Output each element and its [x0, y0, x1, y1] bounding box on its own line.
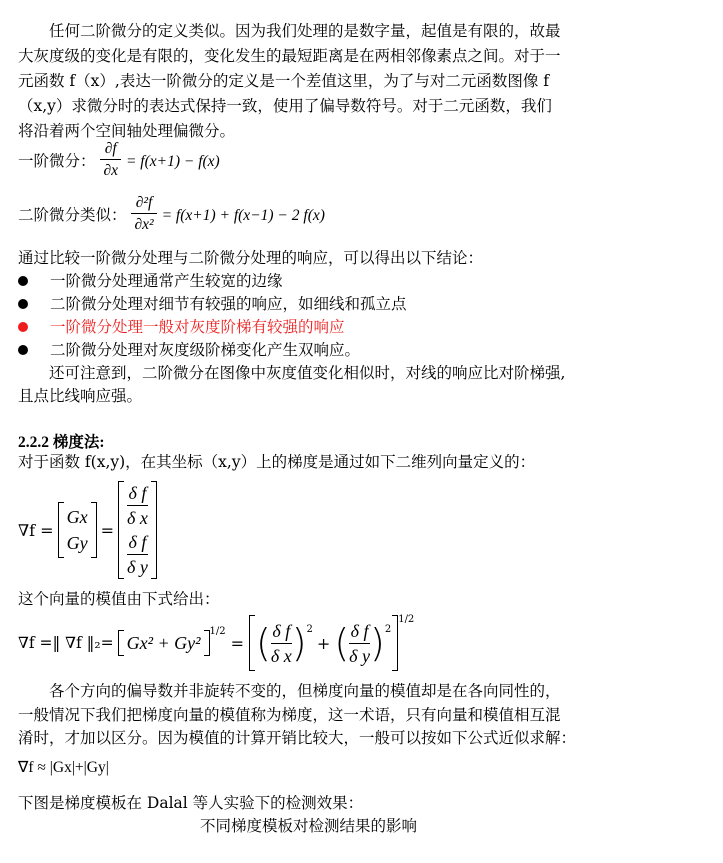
eq1-rhs: = f(x+1) − f(x) [125, 153, 220, 170]
para1-line3: 元函数 f（x）,表达一阶微分的定义是一个差值这里，为了与对二元函数图像 f [18, 72, 549, 90]
para2-line1: 各个方向的偏导数并非旋转不变的，但梯度向量的模值却是在各向同性的， [49, 682, 561, 700]
para1-line5: 将沿着两个空间轴处理偏微分。 [18, 122, 236, 140]
bullet-item: 一阶微分处理通常产生较宽的边缘 [50, 272, 283, 290]
bullet-dot [18, 276, 28, 286]
left-paren: ( [334, 621, 350, 665]
magnitude-partials-bracket [249, 615, 398, 671]
gradient-equals: = [100, 520, 114, 540]
first-derivative-equation [18, 138, 220, 185]
magnitude-inner: Gx² + Gy² [126, 633, 201, 653]
eq2-denominator: ∂x² [134, 215, 154, 233]
partial-x-numerator: δ f [127, 481, 148, 506]
gy-cell: Gy [66, 533, 88, 553]
eq1-numerator: ∂f [100, 139, 121, 160]
square-exponent: 2 [384, 623, 392, 635]
magnitude-equals: = [230, 633, 245, 653]
second-derivative-equation [18, 192, 325, 239]
eq2-fraction [131, 193, 156, 236]
mag-partial-x-den: δ x [270, 645, 292, 666]
gradient-component-vector [58, 502, 97, 558]
gx-cell: Gx [66, 507, 88, 527]
para1-line2: 大灰度级的变化是有限的，变化发生的最短距离是在两相邻像素点之间。对于一 [18, 47, 561, 65]
bullet-dot [18, 345, 28, 355]
para2-line2: 一般情况下我们把梯度向量的模值称为梯度，这一术语，只有向量和模值相互混 [18, 706, 561, 724]
dalal-intro: 下图是梯度模板在 Dalal 等人实验下的检测效果： [18, 794, 364, 812]
bullet-dot [18, 299, 28, 309]
square-exponent: 2 [306, 623, 313, 635]
partial-y-denominator: δ y [127, 557, 148, 577]
note-line1: 还可注意到，二阶微分在图像中灰度值变化相似时，对线的响应比对阶梯强, [49, 364, 566, 382]
gradient-approximation: ∇f ≈ |Gx|+|Gy| [18, 759, 109, 776]
mag-partial-x-num: δ f [271, 619, 292, 644]
partial-x-denominator: δ x [127, 508, 148, 528]
right-paren: ) [291, 621, 307, 665]
partial-y-fraction [127, 530, 148, 579]
mag-partial-x [271, 619, 292, 668]
partial-y-numerator: δ f [127, 530, 148, 555]
magnitude-lhs: ∇f =‖ ∇f ‖₂= [18, 634, 114, 652]
eq1-denominator: ∂x [103, 161, 118, 179]
gradient-lhs: ∇f = [18, 520, 54, 540]
magnitude-equation [18, 612, 414, 674]
bullet-item: 二阶微分处理对灰度级阶梯变化产生双响应。 [50, 341, 361, 359]
magnitude-intro: 这个向量的模值由下式给出： [18, 590, 220, 608]
eq1-label: 一阶微分： [18, 152, 96, 170]
para1-line1: 任何二阶微分的定义类似。因为我们处理的是数字量，起值是有限的，故最 [49, 22, 561, 40]
eq2-rhs: = f(x+1) + f(x−1) − 2 f(x) [161, 207, 325, 224]
outer-exponent: 1/2 [398, 613, 415, 625]
mag-partial-y [349, 619, 370, 668]
gradient-intro: 对于函数 f(x,y)，在其坐标（x,y）上的梯度是通过如下二维列向量定义的： [18, 453, 536, 471]
para2-line3: 淆时，才加以区分。因为模值的计算开销比较大，一般可以按如下公式近似求解： [18, 729, 577, 747]
bullet-item: 二阶微分处理对细节有较强的响应，如细线和孤立点 [50, 295, 407, 313]
bullet-item-highlight: 一阶微分处理一般对灰度阶梯有较强的响应 [50, 318, 345, 336]
partial-x-fraction [127, 481, 148, 530]
plus-sign: + [316, 633, 331, 653]
eq2-label: 二阶微分类似： [18, 206, 127, 224]
mag-partial-y-num: δ f [349, 619, 370, 644]
eq1-fraction [100, 139, 121, 182]
figure-caption: 不同梯度模板对检测结果的影响 [200, 817, 418, 835]
left-paren: ( [256, 621, 271, 665]
para1-line4: （x,y）求微分时的表达式保持一致，使用了偏导数符号。对于二元函数，我们 [18, 97, 552, 115]
magnitude-bracket [118, 630, 210, 656]
bullet-dot-highlight [18, 322, 28, 332]
gradient-partial-vector [118, 481, 157, 579]
magnitude-exponent: 1/2 [209, 625, 226, 637]
note-line2: 且点比线响应强。 [18, 387, 143, 405]
comparison-intro: 通过比较一阶微分处理与二阶微分处理的响应，可以得出以下结论： [18, 249, 484, 267]
right-paren: ) [370, 621, 385, 665]
gradient-vector-equation [18, 482, 157, 578]
mag-partial-y-den: δ y [349, 645, 370, 666]
section-heading: 2.2.2 梯度法: [18, 434, 105, 451]
eq2-numerator: ∂²f [131, 193, 156, 214]
